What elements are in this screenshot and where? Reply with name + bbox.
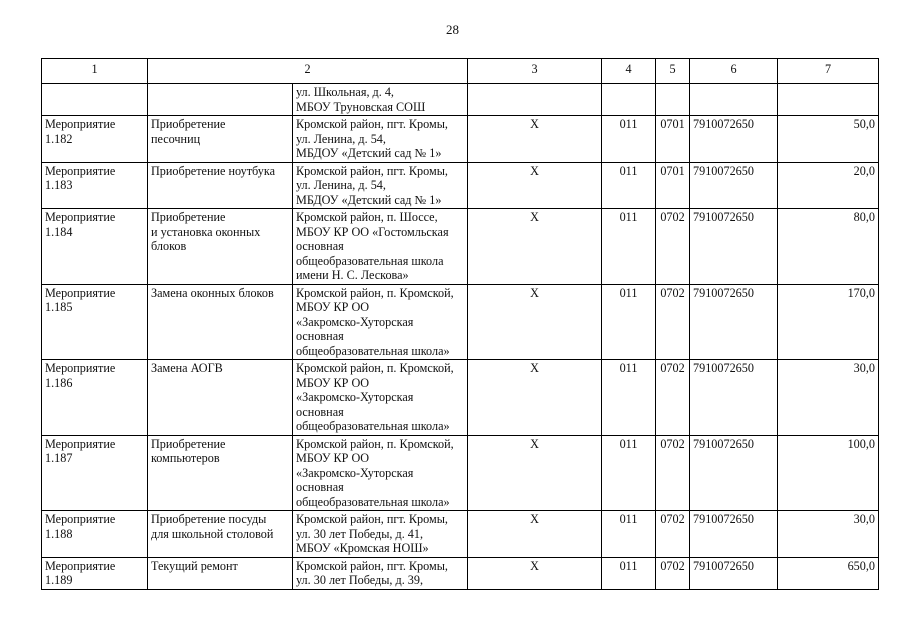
activity-number-cell	[42, 360, 148, 436]
activity-address-line: ул. 30 лет Победы, д. 41,	[296, 526, 424, 541]
section-code-cell: 0702	[656, 284, 690, 360]
amount-cell: 650,0	[778, 557, 879, 589]
activity-address-line: Кромской район, пгт. Кромы,	[296, 117, 448, 131]
activity-name-line: Приобретение	[151, 210, 226, 224]
mark-cell: Х	[468, 557, 602, 589]
activity-address-line: Кромской район, п. Кромской,	[296, 436, 454, 451]
activity-number-line: 1.185	[45, 300, 73, 314]
activity-address-line: основная	[296, 329, 344, 343]
activity-address-line: МБОУ Труновская СОШ	[296, 99, 426, 114]
activity-name-line: Приобретение	[151, 436, 226, 451]
activity-address-line: «Закромско-Хуторская	[296, 390, 414, 404]
activity-address-line: Кромской район, пгт. Кромы,	[296, 558, 448, 573]
admin-code-cell: 011	[602, 162, 656, 209]
activity-number-cell	[42, 162, 148, 209]
target-article-cell: 7910072650	[690, 116, 778, 163]
activity-number-line: 1.184	[45, 224, 73, 239]
mark-cell: Х	[468, 209, 602, 285]
mark-cell: Х	[468, 162, 602, 209]
activity-address-line: «Закромско-Хуторская	[296, 314, 414, 329]
header-col-6: 6	[690, 59, 778, 84]
activity-number-line: Мероприятие	[45, 436, 116, 451]
mark-cell: Х	[468, 284, 602, 360]
activity-number-line: Мероприятие	[45, 285, 116, 300]
mark-cell: Х	[468, 435, 602, 511]
activity-number-line: Мероприятие	[45, 558, 116, 573]
table-row	[42, 209, 879, 285]
activity-name-cell	[148, 84, 293, 116]
activity-number-cell	[42, 284, 148, 360]
activity-address-line: МБОУ КР ОО	[296, 451, 370, 465]
amount-cell: 170,0	[778, 284, 879, 360]
target-article-cell: 7910072650	[690, 209, 778, 285]
activity-number-line: Мероприятие	[45, 117, 116, 131]
activity-number-line: Мероприятие	[45, 512, 116, 526]
activity-address-line: ул. 30 лет Победы, д. 39,	[296, 573, 424, 587]
mark-cell: Х	[468, 360, 602, 436]
amount-cell	[778, 84, 879, 116]
activity-address-line: Кромской район, п. Кромской,	[296, 285, 454, 300]
activity-name-line: Приобретение	[151, 117, 226, 131]
mark-cell: Х	[468, 116, 602, 163]
target-article-cell: 7910072650	[690, 360, 778, 436]
activity-address-line: Кромской район, п. Кромской,	[296, 361, 454, 375]
admin-code-cell: 011	[602, 360, 656, 436]
admin-code-cell: 011	[602, 209, 656, 285]
header-col-4: 4	[602, 59, 656, 84]
activity-address-line: МБОУ КР ОО	[296, 375, 370, 390]
activity-number-line: Мероприятие	[45, 210, 116, 224]
section-code-cell: 0702	[656, 435, 690, 511]
amount-cell: 30,0	[778, 360, 879, 436]
activity-address-line: основная	[296, 480, 344, 494]
admin-code-cell: 011	[602, 116, 656, 163]
amount-cell: 50,0	[778, 116, 879, 163]
activity-address-cell	[293, 116, 468, 163]
mark-cell	[468, 84, 602, 116]
activity-number-line: 1.187	[45, 451, 73, 465]
target-article-cell	[690, 84, 778, 116]
activity-number-line: 1.186	[45, 375, 73, 390]
activity-address-line: ул. Ленина, д. 54,	[296, 131, 386, 146]
table-header	[42, 59, 879, 84]
activity-name-line: песочниц	[151, 131, 201, 146]
admin-code-cell: 011	[602, 511, 656, 558]
section-code-cell	[656, 84, 690, 116]
activity-address-line: МБДОУ «Детский сад № 1»	[296, 192, 442, 207]
activity-number-line: 1.188	[45, 526, 73, 541]
amount-cell: 20,0	[778, 162, 879, 209]
activity-name-line: и установка оконных	[151, 224, 261, 239]
target-article-cell: 7910072650	[690, 511, 778, 558]
mark-cell: Х	[468, 511, 602, 558]
activity-number-cell	[42, 435, 148, 511]
activity-address-line: Кромской район, пгт. Кромы,	[296, 512, 448, 526]
table-row	[42, 162, 879, 209]
table-row	[42, 284, 879, 360]
section-code-cell: 0702	[656, 360, 690, 436]
activity-number-cell	[42, 557, 148, 589]
activity-name-line: Приобретение ноутбука	[151, 163, 275, 178]
table-body	[42, 84, 879, 590]
activity-address-cell	[293, 360, 468, 436]
activity-name-cell	[148, 209, 293, 285]
activity-address-line: МБОУ КР ОО	[296, 300, 370, 314]
activity-address-line: общеобразовательная школа»	[296, 494, 450, 509]
target-article-cell: 7910072650	[690, 284, 778, 360]
activity-address-cell	[293, 511, 468, 558]
activity-address-line: основная	[296, 239, 344, 253]
activity-name-cell	[148, 511, 293, 558]
activity-address-line: Кромской район, п. Шоссе,	[296, 210, 438, 224]
admin-code-cell: 011	[602, 435, 656, 511]
section-code-cell: 0702	[656, 557, 690, 589]
header-col-1: 1	[42, 59, 148, 84]
activity-address-cell	[293, 84, 468, 116]
activity-address-line: МБОУ «Кромская НОШ»	[296, 541, 429, 555]
target-article-cell: 7910072650	[690, 162, 778, 209]
admin-code-cell: 011	[602, 557, 656, 589]
activity-address-line: «Закромско-Хуторская	[296, 465, 414, 480]
activity-number-line: 1.183	[45, 178, 73, 192]
table-row	[42, 435, 879, 511]
activity-address-cell	[293, 557, 468, 589]
target-article-cell: 7910072650	[690, 435, 778, 511]
activity-number-line: Мероприятие	[45, 163, 116, 178]
activity-address-line: ул. Школьная, д. 4,	[296, 85, 394, 99]
header-col-3: 3	[468, 59, 602, 84]
activity-address-line: МБОУ КР ОО «Гостомльская	[296, 224, 449, 239]
activity-number-cell	[42, 209, 148, 285]
activity-address-cell	[293, 162, 468, 209]
activity-address-line: ул. Ленина, д. 54,	[296, 178, 386, 192]
section-code-cell: 0701	[656, 116, 690, 163]
table-row	[42, 84, 879, 116]
activity-address-line: общеобразовательная школа»	[296, 343, 450, 358]
activity-address-line: общеобразовательная школа»	[296, 419, 450, 433]
activity-name-cell	[148, 284, 293, 360]
activity-address-line: имени Н. С. Лескова»	[296, 268, 409, 282]
amount-cell: 100,0	[778, 435, 879, 511]
activity-address-line: МБДОУ «Детский сад № 1»	[296, 146, 442, 160]
activity-address-line: общеобразовательная школа	[296, 253, 444, 268]
section-code-cell: 0701	[656, 162, 690, 209]
activity-address-cell	[293, 209, 468, 285]
activity-name-line: Текущий ремонт	[151, 558, 238, 573]
section-code-cell: 0702	[656, 209, 690, 285]
activity-number-line: Мероприятие	[45, 361, 116, 375]
activity-name-cell	[148, 162, 293, 209]
target-article-cell: 7910072650	[690, 557, 778, 589]
amount-cell: 80,0	[778, 209, 879, 285]
activity-name-line: Приобретение посуды	[151, 512, 267, 526]
activity-address-cell	[293, 435, 468, 511]
activity-address-line: Кромской район, пгт. Кромы,	[296, 163, 448, 178]
header-col-5: 5	[656, 59, 690, 84]
activity-number-line: 1.189	[45, 573, 73, 587]
table-row	[42, 511, 879, 558]
activity-name-line: для школьной столовой	[151, 526, 274, 541]
activity-name-line: Замена АОГВ	[151, 361, 223, 375]
activity-name-line: Замена оконных блоков	[151, 285, 274, 300]
amount-cell: 30,0	[778, 511, 879, 558]
admin-code-cell	[602, 84, 656, 116]
page-number: 28	[446, 22, 459, 37]
activity-name-cell	[148, 557, 293, 589]
activity-number-line: 1.182	[45, 131, 73, 146]
header-col-2: 2	[148, 59, 468, 84]
activity-name-line: блоков	[151, 239, 187, 253]
activity-number-cell	[42, 116, 148, 163]
header-col-7: 7	[778, 59, 879, 84]
activity-name-cell	[148, 435, 293, 511]
table-row	[42, 116, 879, 163]
table-row	[42, 360, 879, 436]
section-code-cell: 0702	[656, 511, 690, 558]
table-row	[42, 557, 879, 589]
activity-name-cell	[148, 360, 293, 436]
activity-name-cell	[148, 116, 293, 163]
activity-address-line: основная	[296, 404, 344, 419]
budget-table	[41, 58, 879, 590]
admin-code-cell: 011	[602, 284, 656, 360]
activity-address-cell	[293, 284, 468, 360]
activity-name-line: компьютеров	[151, 451, 220, 465]
activity-number-cell	[42, 511, 148, 558]
activity-number-cell	[42, 84, 148, 116]
